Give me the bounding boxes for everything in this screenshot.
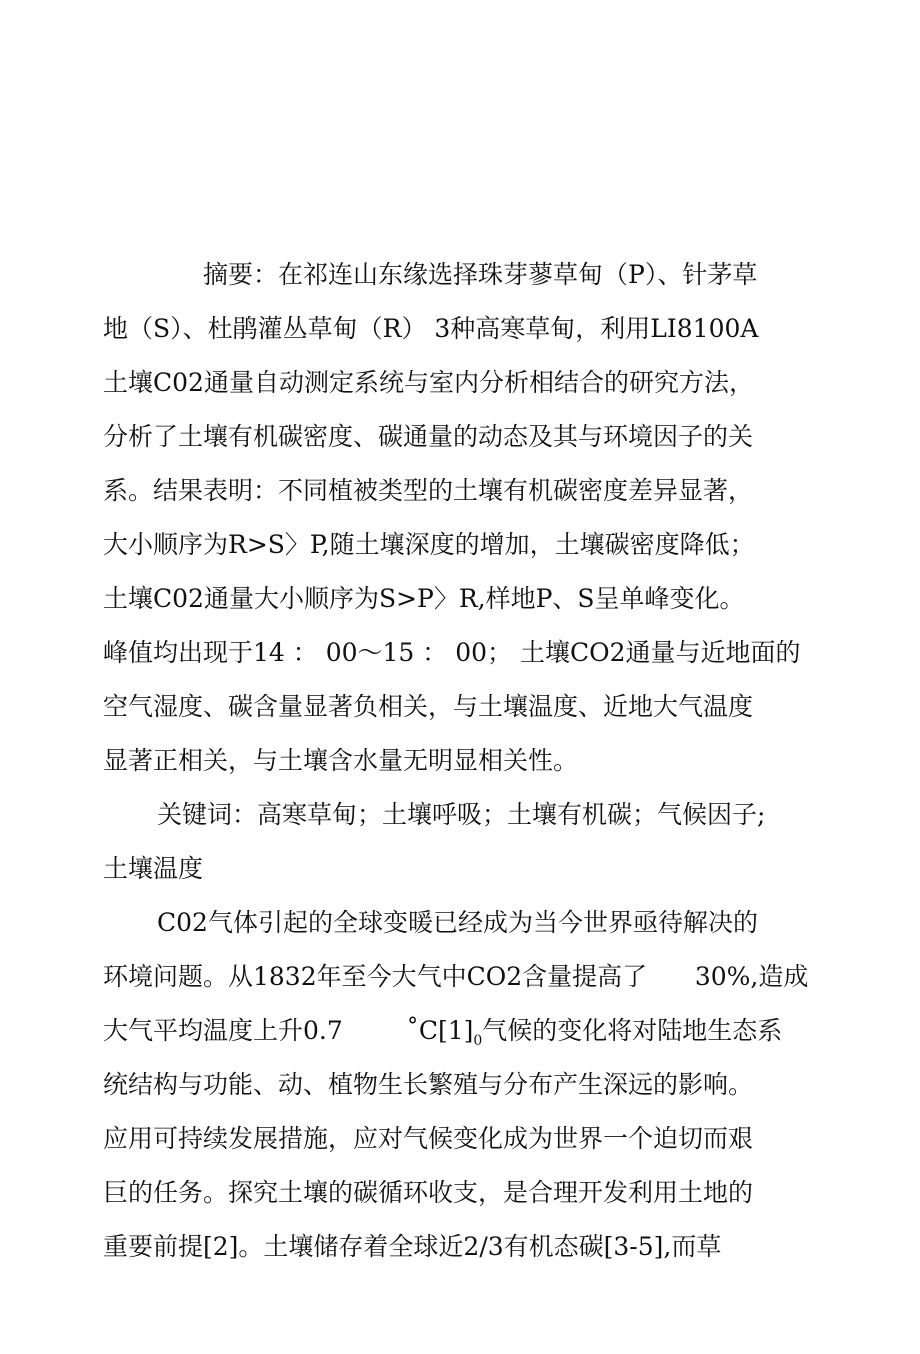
body-line-2: 环境问题。从1832年至今大气中CO2含量提高了 30%,造成 bbox=[103, 962, 809, 991]
keywords-line-2: 土壤温度 bbox=[103, 854, 204, 883]
abstract-line-1: 摘要：在祁连山东缘选择珠芽蓼草甸（P）、针茅草 bbox=[203, 260, 758, 289]
body-line-3 bbox=[103, 1016, 783, 1049]
abstract-line-6: 大小顺序为R>S〉P,随土壤深度的增加，土壤碳密度降低； bbox=[103, 530, 755, 559]
abstract-line-8: 峰值均出现于14 ： 00～15 ： 00； 土壤CO2通量与近地面的 bbox=[103, 638, 801, 667]
body-line-5: 应用可持续发展措施，应对气候变化成为世界一个迫切而艰 bbox=[103, 1124, 754, 1153]
body-line-1: C02气体引起的全球变暖已经成为当今世界亟待解决的 bbox=[157, 908, 758, 937]
body-line-4: 统结构与功能、动、植物生长繁殖与分布产生深远的影响。 bbox=[103, 1070, 754, 1099]
abstract-line-10: 显著正相关，与土壤含水量无明显相关性。 bbox=[103, 746, 579, 775]
body-line-6: 巨的任务。探究土壤的碳循环收支，是合理开发利用土地的 bbox=[103, 1178, 754, 1207]
abstract-line-4: 分析了土壤有机碳密度、碳通量的动态及其与环境因子的关 bbox=[103, 422, 754, 451]
body-line-3-subscript: 0 bbox=[473, 1033, 483, 1049]
abstract-line-9: 空气湿度、碳含量显著负相关，与土壤温度、近地大气温度 bbox=[103, 692, 754, 721]
keywords-line-1: 关键词：高寒草甸；土壤呼吸；土壤有机碳；气候因子; bbox=[157, 800, 766, 829]
abstract-line-7: 土壤C02通量大小顺序为S>P〉R,样地P、S呈单峰变化。 bbox=[103, 584, 745, 613]
body-line-7: 重要前提[2]。土壤储存着全球近2/3有机态碳[3-5],而草 bbox=[103, 1232, 722, 1261]
abstract-line-3: 土壤C02通量自动测定系统与室内分析相结合的研究方法， bbox=[103, 368, 754, 397]
abstract-line-5: 系。结果表明：不同植被类型的土壤有机碳密度差异显著， bbox=[103, 476, 754, 505]
body-line-3-part-b: 气候的变化将对陆地生态系 bbox=[482, 1016, 783, 1045]
abstract-line-2: 地（S）、杜鹃灌丛草甸（R） 3种高寒草甸，利用LI8100A bbox=[103, 314, 759, 343]
body-line-3-part-a: 大气平均温度上升0.7 ˚C[1] bbox=[103, 1016, 474, 1045]
